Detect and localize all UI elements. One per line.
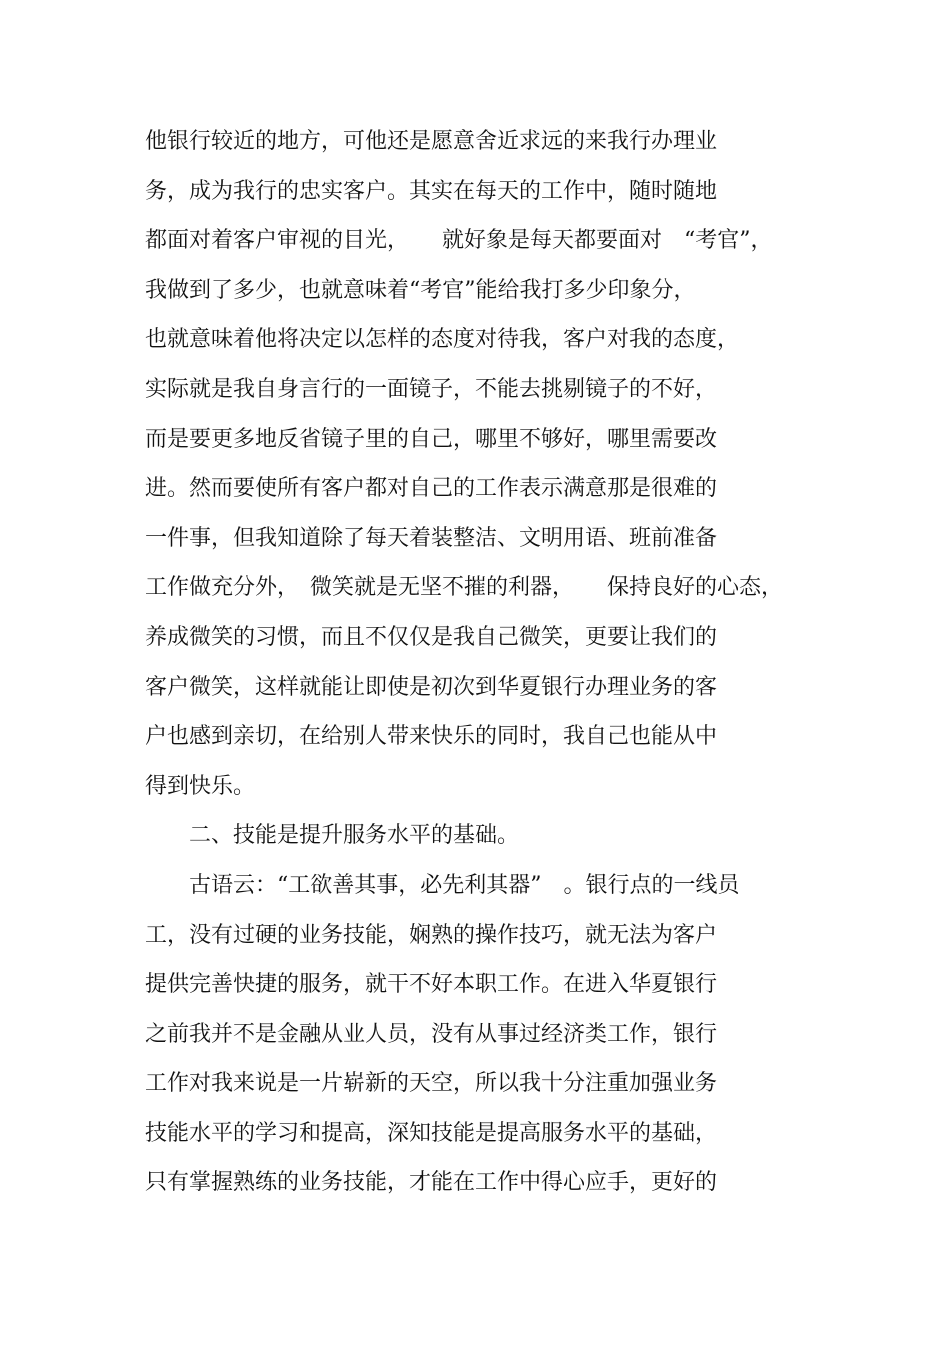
text-line: 之前我并不是金融从业人员，没有从事过经济类工作，银行 (145, 1021, 718, 1047)
text-line: 我做到了多少，也就意味着“考官”能给我打多少印象分， (145, 277, 696, 303)
text-line: 技能水平的学习和提高，深知技能是提高服务水平的基础， (145, 1120, 718, 1146)
text-line: 也就意味着他将决定以怎样的态度对待我，客户对我的态度， (145, 327, 740, 353)
section-heading: 二、技能是提升服务水平的基础。 (145, 823, 520, 849)
text-line: 务，成为我行的忠实客户。其实在每天的工作中，随时随地 (145, 178, 718, 204)
text-line: 古语云：“工欲善其事，必先利其器” 。银行点的一线员 (145, 872, 740, 898)
text-line: 而是要更多地反省镜子里的自己，哪里不够好，哪里需要改 (145, 426, 718, 452)
text-line: 他银行较近的地方，可他还是愿意舍近求远的来我行办理业 (145, 129, 718, 154)
text-line: 户也感到亲切，在给别人带来快乐的同时，我自己也能从中 (145, 724, 718, 750)
text-line: 工作对我来说是一片崭新的天空，所以我十分注重加强业务 (145, 1071, 718, 1097)
text-line: 都面对着客户审视的目光， 就好象是每天都要面对 “考官”， (145, 228, 773, 254)
text-line: 只有掌握熟练的业务技能，才能在工作中得心应手，更好的 (145, 1170, 718, 1196)
text-line: 实际就是我自身言行的一面镜子，不能去挑剔镜子的不好， (145, 376, 718, 402)
text-line: 工，没有过硬的业务技能，娴熟的操作技巧，就无法为客户 (145, 922, 718, 948)
text-line: 一件事，但我知道除了每天着装整洁、文明用语、班前准备 (145, 525, 718, 551)
text-line: 提供完善快捷的服务，就干不好本职工作。在进入华夏银行 (145, 972, 718, 998)
text-line: 客户微笑，这样就能让即使是初次到华夏银行办理业务的客 (145, 674, 718, 700)
text-line: 进。然而要使所有客户都对自己的工作表示满意那是很难的 (145, 476, 718, 502)
body-text (145, 122, 825, 1213)
text-line: 工作做充分外， 微笑就是无坚不摧的利器， 保持良好的心态， (145, 575, 784, 601)
text-line: 得到快乐。 (145, 773, 256, 799)
text-line: 养成微笑的习惯，而且不仅仅是我自己微笑，更要让我们的 (145, 624, 718, 650)
